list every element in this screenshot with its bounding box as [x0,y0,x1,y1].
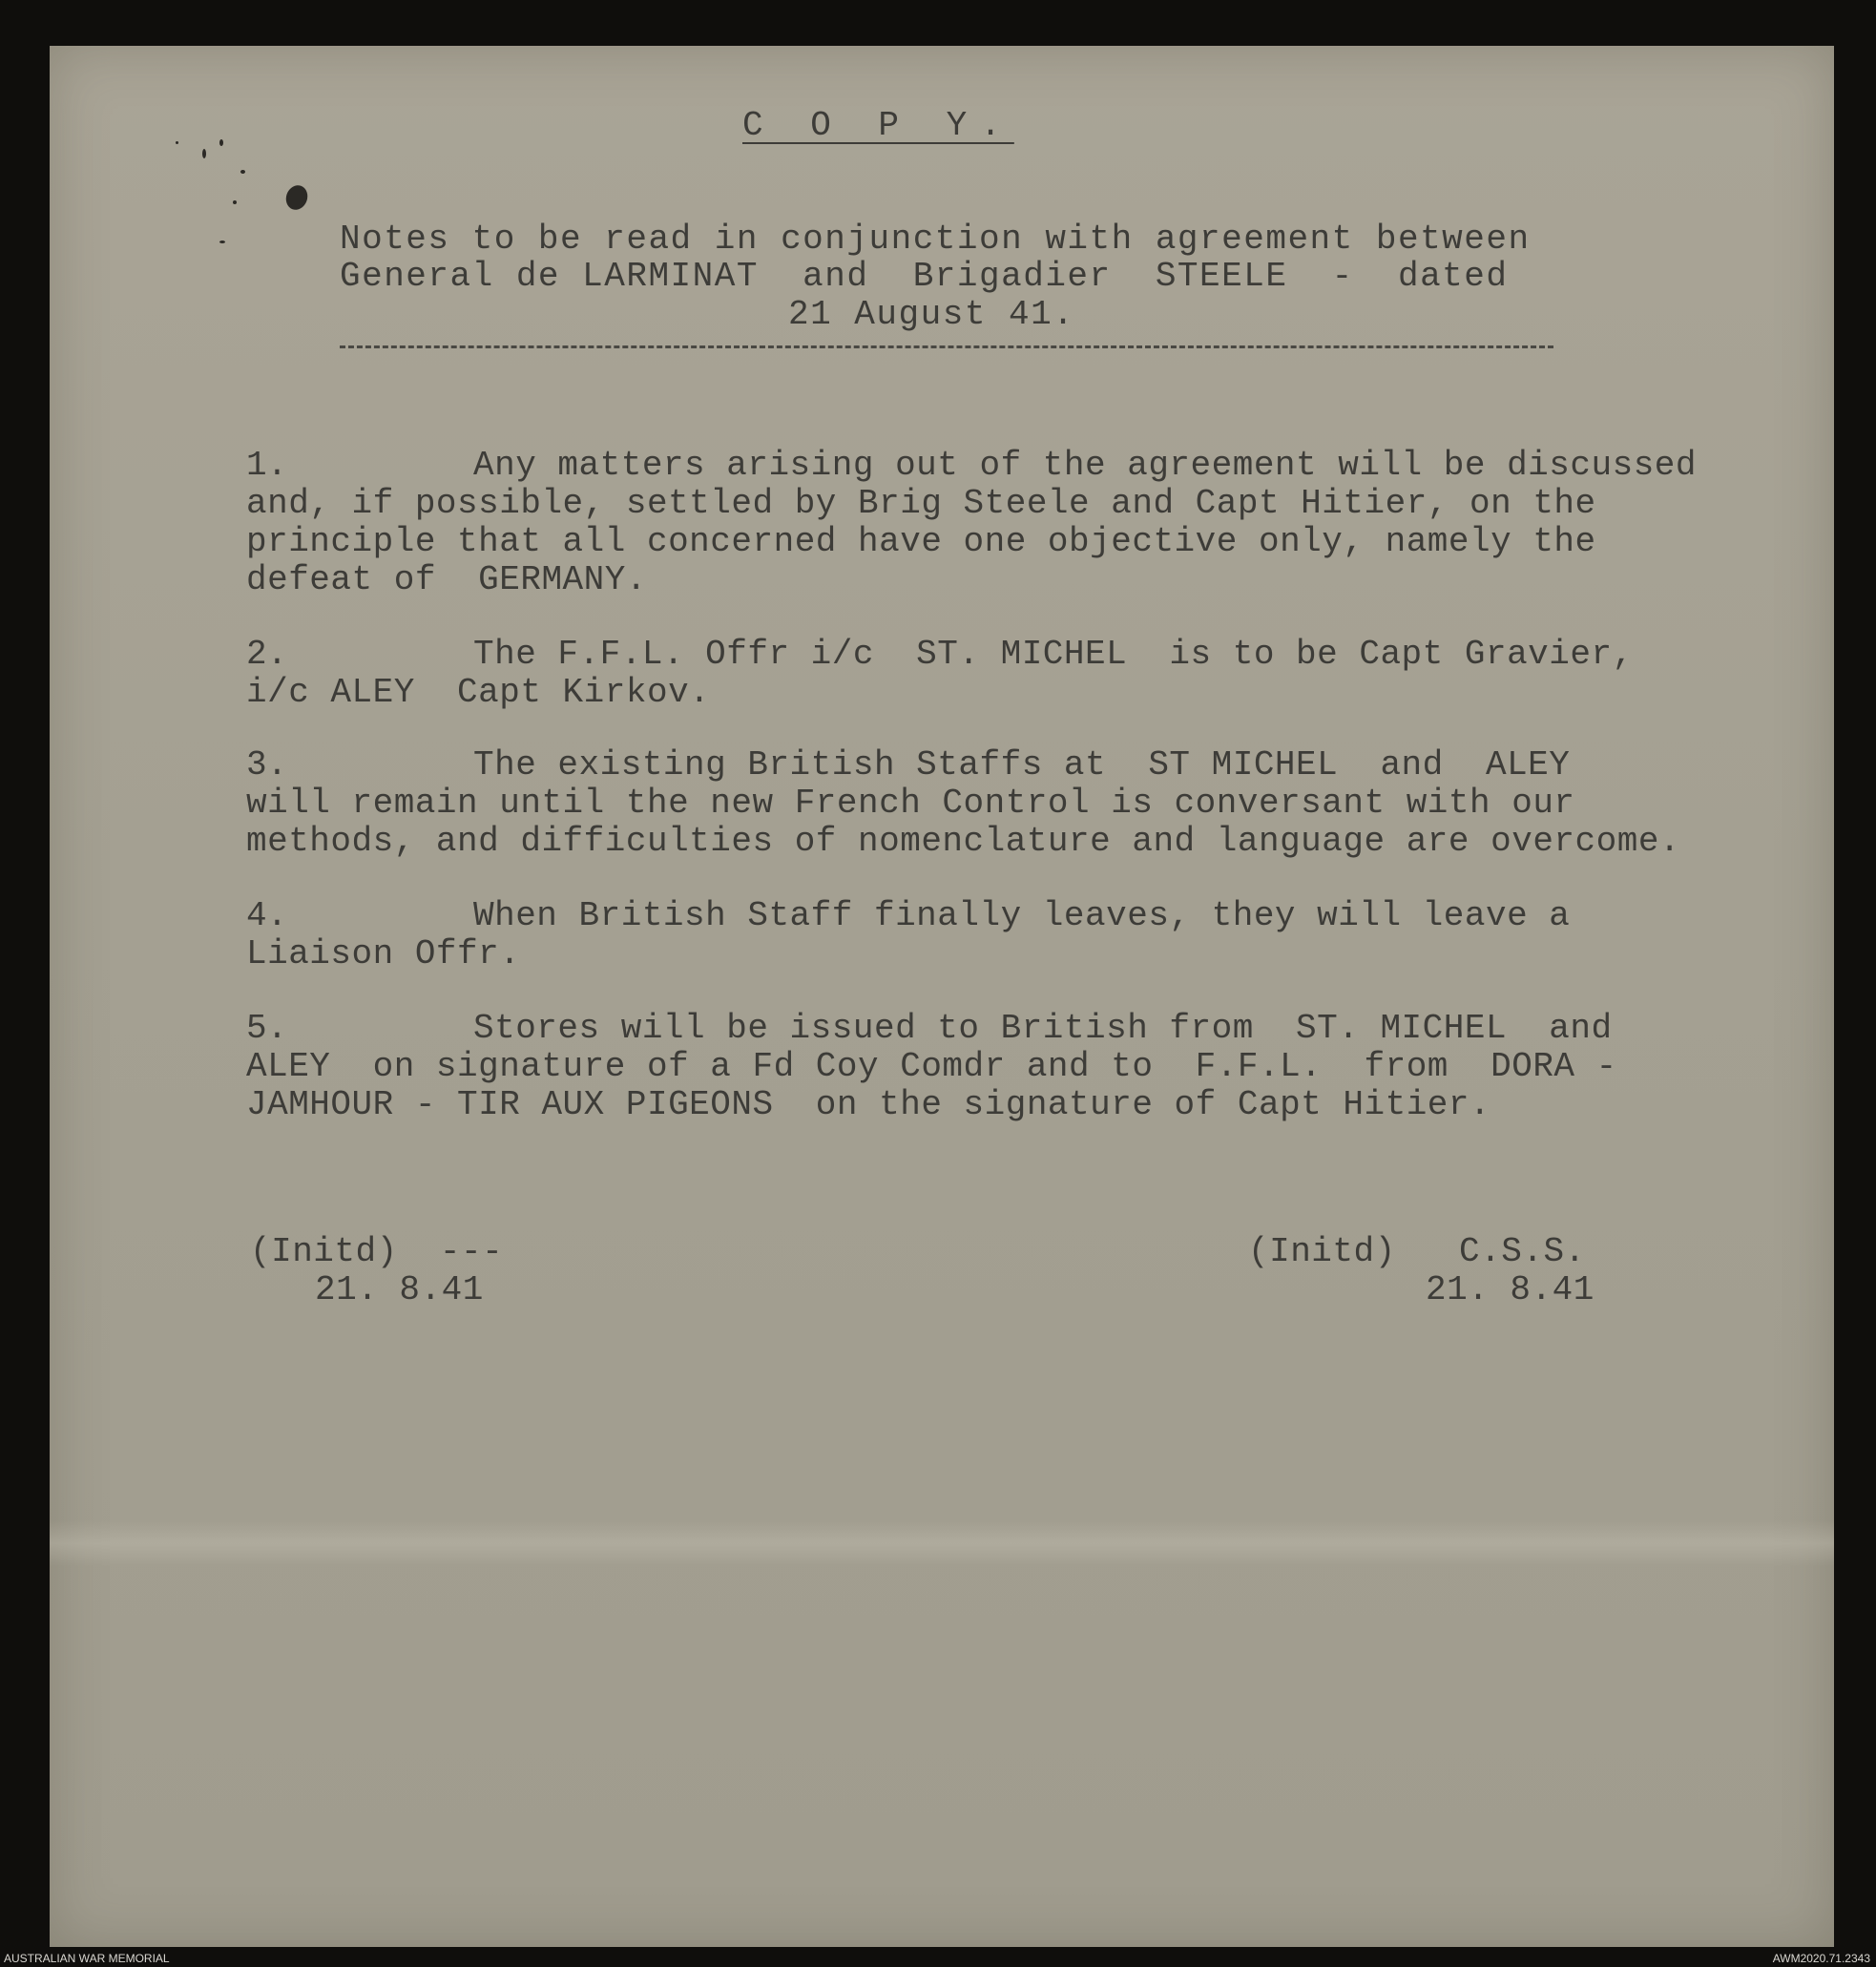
ink-speck [219,139,223,146]
ink-speck [233,200,237,204]
ink-speck [282,182,311,213]
paragraph-5-line-1: Stores will be issued to British from ST. MICHEL and [473,1009,1613,1048]
paragraph-4-line-1: When British Staff finally leaves, they will leave a [473,896,1571,935]
paragraph-4-line-2: Liaison Offr. [246,934,521,973]
paragraph-3-line-2: will remain until the new French Control is conversant with our [246,784,1575,823]
paragraph-2-line-1: The F.F.L. Offr i/c ST. MICHEL is to be Capt Gravier, [473,635,1634,674]
left-date: 21. 8.41 [315,1270,484,1309]
paragraph-3-line-1: The existing British Staffs at ST MICHEL and ALEY [473,745,1571,785]
ink-speck [219,241,225,243]
document-title: C O P Y. [742,106,1014,145]
accession-number: AWM2020.71.2343 [1772,1952,1870,1965]
paragraph-2-line-2: i/c ALEY Capt Kirkov. [246,673,711,712]
archive-caption: AUSTRALIAN WAR MEMORIAL [4,1952,170,1965]
paper-fold-crease [50,1520,1834,1566]
dashed-divider [340,345,1553,348]
paragraph-number: 3. [246,745,288,785]
paragraph-3-line-3: methods, and difficulties of nomenclature and language are overcome. [246,822,1681,861]
paragraph-5-line-3: JAMHOUR - TIR AUX PIGEONS on the signature of Capt Hitier. [246,1085,1491,1124]
paragraph-1-line-2: and, if possible, settled by Brig Steele and Capt Hitier, on the [246,484,1596,523]
heading-line-2: General de LARMINAT and Brigadier STEELE - dated [340,257,1509,296]
heading-line-3: 21 August 41. [788,295,1075,334]
paragraph-number: 1. [246,446,288,485]
paragraph-1-line-1: Any matters arising out of the agreement will be discussed [473,446,1698,485]
ink-speck [202,149,206,158]
paragraph-number: 2. [246,635,288,674]
left-initials: (Initd) --- [250,1232,504,1271]
right-date: 21. 8.41 [1426,1270,1595,1309]
ink-speck [176,141,178,144]
paragraph-1-line-4: defeat of GERMANY. [246,560,647,599]
paragraph-number: 4. [246,896,288,935]
heading-line-1: Notes to be read in conjunction with agreement between [340,220,1531,259]
right-initials: (Initd) C.S.S. [1248,1232,1586,1271]
paragraph-5-line-2: ALEY on signature of a Fd Coy Comdr and to F.F.L. from DORA - [246,1047,1617,1086]
paragraph-1-line-3: principle that all concerned have one objective only, namely the [246,522,1596,561]
ink-speck [240,170,245,174]
paragraph-number: 5. [246,1009,288,1048]
